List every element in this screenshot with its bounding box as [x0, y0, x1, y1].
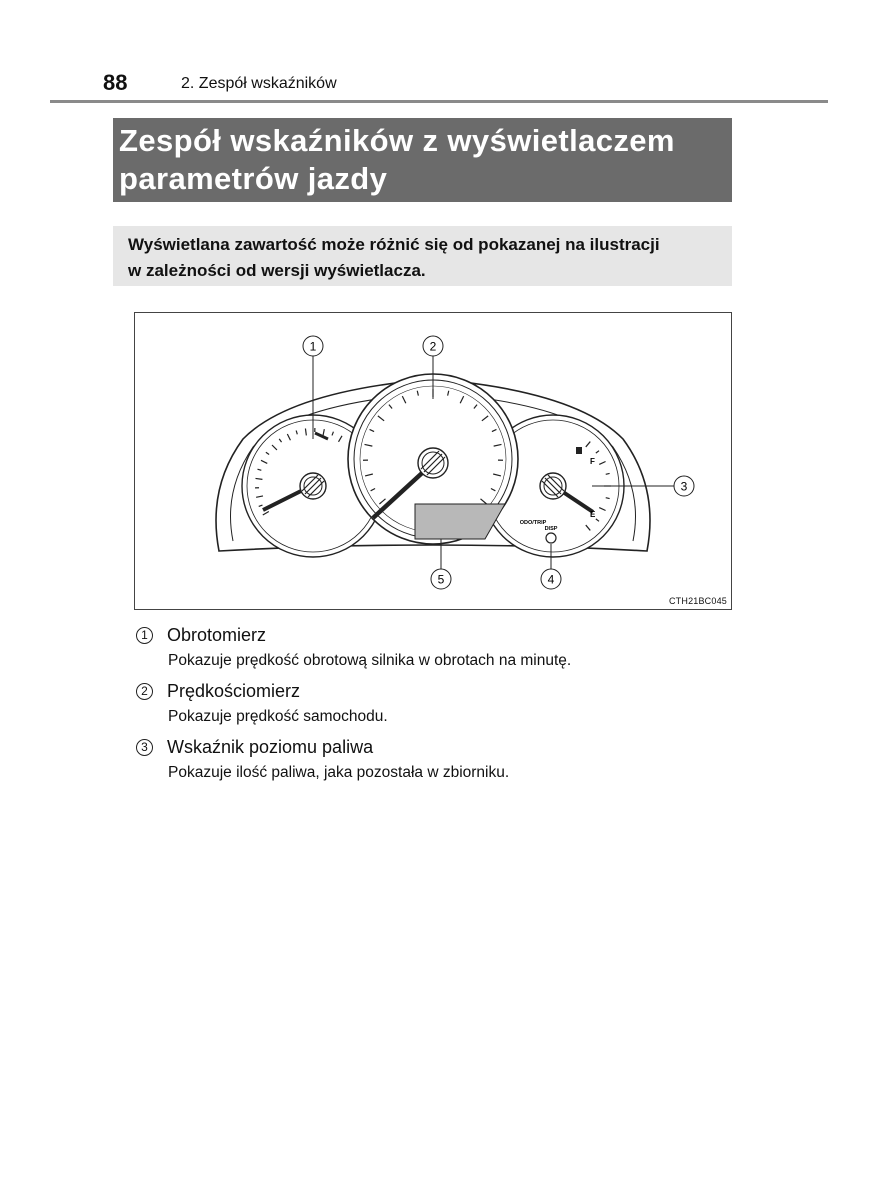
disp-label: DISP	[544, 526, 558, 532]
fuel-full-label: F	[590, 457, 595, 466]
item-number: 3	[136, 739, 153, 756]
description-item	[136, 679, 736, 726]
callout-1	[303, 336, 323, 356]
item-title: Obrotomierz	[167, 624, 267, 645]
item-description: Pokazuje ilość paliwa, jaka pozostała w zbiorniku.	[168, 764, 510, 781]
item-number: 1	[136, 627, 153, 644]
item-title: Wskaźnik poziomu paliwa	[167, 736, 374, 757]
speedometer-gauge	[348, 374, 518, 544]
fuel-tick	[606, 473, 610, 474]
page-number: 88	[103, 70, 128, 95]
page-title	[113, 118, 732, 202]
running-header: 2. Zespół wskaźników	[181, 75, 337, 92]
page-title-line-2: parametrów jazdy	[119, 161, 388, 196]
multi-information-display	[415, 504, 505, 539]
callout-4	[541, 569, 561, 589]
callout-5-label: 5	[437, 572, 445, 587]
instrument-cluster-illustration	[135, 313, 731, 609]
description-item	[136, 623, 736, 670]
header-rule	[50, 100, 828, 103]
note-line-2: w zależności od wersji wyświetlacza.	[128, 261, 426, 280]
fuel-tick	[606, 498, 610, 499]
callout-1-label: 1	[309, 339, 317, 354]
page-title-line-1: Zespół wskaźników z wyświetlaczem	[119, 123, 675, 158]
note-box	[113, 226, 732, 286]
figure-code: CTH21BC045	[668, 596, 727, 606]
fuel-pump-icon	[576, 447, 582, 454]
callout-5	[431, 569, 451, 589]
description-item	[136, 735, 736, 782]
callout-2-label: 2	[429, 339, 437, 354]
odo-trip-disp-button	[546, 533, 556, 543]
note-line-1: Wyświetlana zawartość może różnić się od pokazanej na ilustracji	[128, 235, 660, 254]
instrument-cluster-figure	[134, 312, 732, 610]
item-description: Pokazuje prędkość samochodu.	[168, 708, 388, 725]
item-title: Prędkościomierz	[167, 680, 301, 701]
item-description: Pokazuje prędkość obrotową silnika w obrotach na minutę.	[168, 652, 572, 669]
callout-3	[674, 476, 694, 496]
odo-trip-label: ODO/TRIP	[519, 520, 547, 526]
callout-4-label: 4	[547, 572, 555, 587]
fuel-empty-label: E	[590, 510, 596, 519]
item-number: 2	[136, 683, 153, 700]
callout-3-label: 3	[680, 479, 688, 494]
callout-2	[423, 336, 443, 356]
